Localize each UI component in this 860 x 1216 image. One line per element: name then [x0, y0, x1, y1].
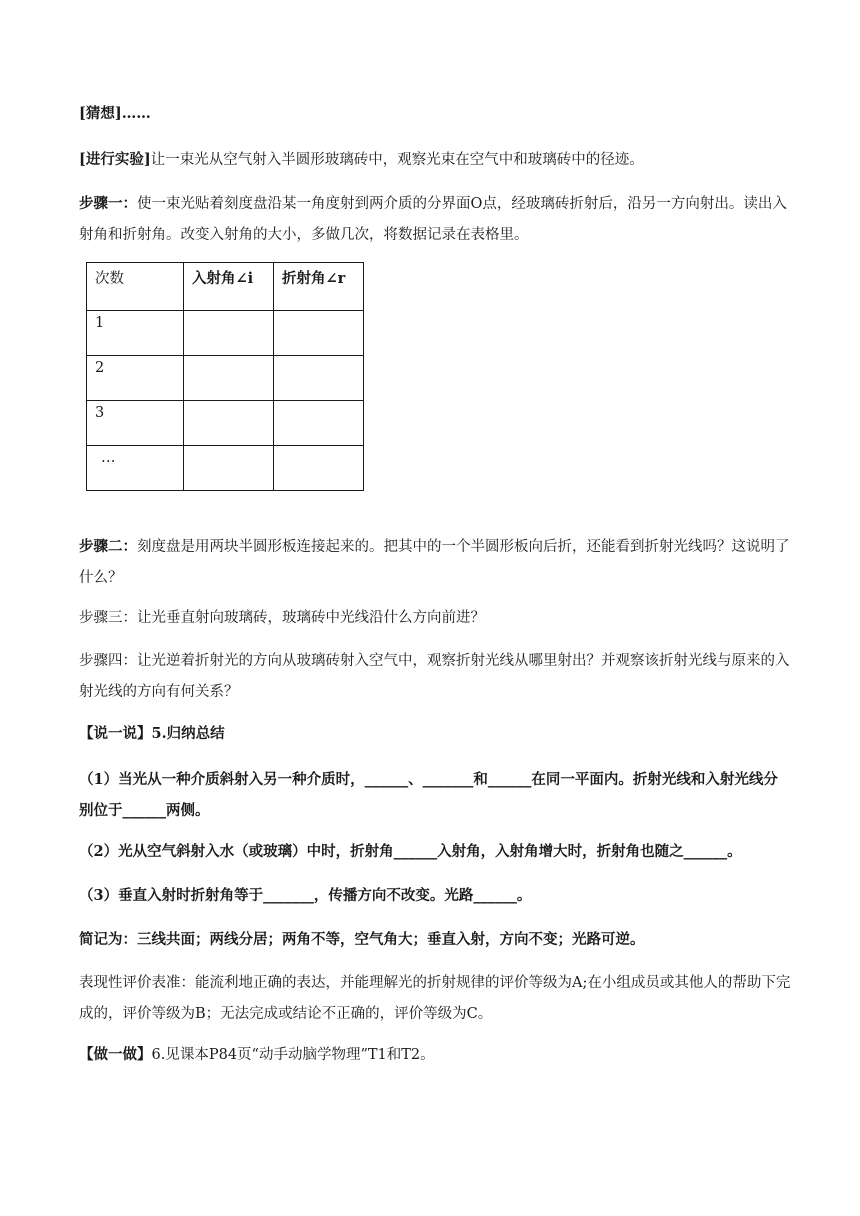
- table-cell: …: [87, 446, 184, 491]
- step3-paragraph: 步骤三：让光垂直射向玻璃砖，玻璃砖中光线沿什么方向前进？: [79, 610, 485, 626]
- doit-paragraph: [79, 1045, 791, 1065]
- table-cell: [274, 356, 364, 401]
- table-row: [87, 446, 364, 491]
- table-cell: [274, 446, 364, 491]
- evaluation-paragraph: 表现性评价表准：能流利地正确的表达，并能理解光的折射规律的评价等级为A;在小组成员或其他人的帮助下完成的，评价等级为B；无法完成或结论不正确的，评价等级为C。: [79, 975, 791, 1022]
- table-cell: [184, 446, 274, 491]
- point-2: （2）光从空气斜射入水（或玻璃）中时，折射角______入射角，入射角增大时，折射角也随之______。: [79, 843, 742, 860]
- guess-heading: [猜想]……: [79, 105, 151, 122]
- table-cell: 3: [87, 401, 184, 446]
- step1-label: 步骤一：: [79, 195, 137, 212]
- step1-text: 使一束光贴着刻度盘沿某一角度射到两介质的分界面O点，经玻璃砖折射后，沿另一方向射出。读出入射角和折射角。改变入射角的大小，多做几次，将数据记录在表格里。: [79, 196, 787, 243]
- table-cell: [184, 401, 274, 446]
- step2-paragraph: [79, 531, 791, 594]
- memo-line: 简记为：三线共面；两线分居；两角不等，空气角大；垂直入射，方向不变；光路可逆。: [79, 931, 645, 948]
- table-row: [87, 356, 364, 401]
- table-row: [87, 311, 364, 356]
- table-cell: [274, 311, 364, 356]
- table-header-row: [87, 263, 364, 311]
- summary-text: 5.归纳总结: [151, 725, 225, 742]
- header-count: 次数: [87, 263, 184, 311]
- point-3: （3）垂直入射时折射角等于_______，传播方向不改变。光路______。: [79, 887, 532, 904]
- step1-paragraph: [79, 188, 791, 251]
- header-incidence-angle: 入射角∠i: [184, 263, 274, 311]
- point-1: （1）当光从一种介质斜射入另一种介质时，______、_______和______在同一平面内。折射光线和入射光线分别位于______两侧。: [79, 771, 778, 819]
- step2-label: 步骤二：: [79, 538, 137, 555]
- experiment-label: [进行实验]: [79, 151, 151, 168]
- step2-text: 刻度盘是用两块半圆形板连接起来的。把其中的一个半圆形板向后折，还能看到折射光线吗？这说明了什么？: [79, 539, 790, 586]
- table-cell: [274, 401, 364, 446]
- doit-text: 6.见课本P84页“动手动脑学物理”T1和T2。: [151, 1047, 435, 1063]
- data-table: [86, 262, 364, 491]
- table-cell: 1: [87, 311, 184, 356]
- table-cell: 2: [87, 356, 184, 401]
- summary-heading: [79, 724, 791, 744]
- table-cell: [184, 356, 274, 401]
- experiment-text: 让一束光从空气射入半圆形玻璃砖中，观察光束在空气中和玻璃砖中的径迹。: [150, 152, 644, 168]
- experiment-paragraph: [79, 150, 791, 170]
- table-cell: [184, 311, 274, 356]
- header-refraction-angle: 折射角∠r: [274, 263, 364, 311]
- step4-paragraph: 步骤四：让光逆着折射光的方向从玻璃砖射入空气中，观察折射光线从哪里射出？并观察该折射光线与原来的入射光线的方向有何关系？: [79, 653, 790, 700]
- table-row: [87, 401, 364, 446]
- doit-label: 【做一做】: [79, 1046, 152, 1063]
- summary-label: 【说一说】: [79, 725, 152, 742]
